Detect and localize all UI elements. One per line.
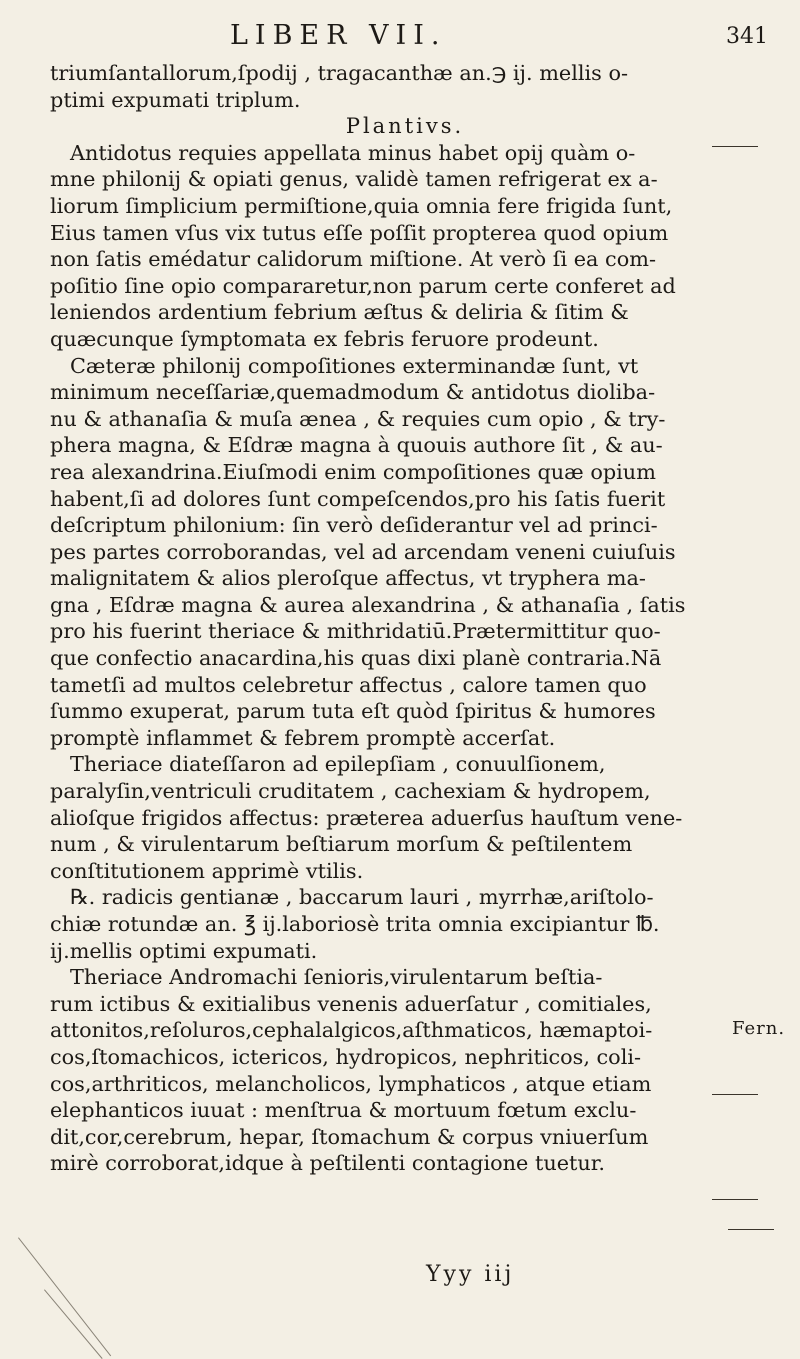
text-line: poſitio ſine opio compararetur,non parum certe conferet ad	[50, 273, 676, 298]
text-line: conſtitutionem apprimè vtilis.	[50, 858, 364, 883]
text-line: elephanticos iuuat : menſtrua & mortuum fœtum exclu-	[50, 1098, 637, 1123]
body-text	[50, 60, 760, 1177]
text-line: Antidotus requies appellata minus habet opij quàm o-	[70, 140, 636, 165]
text-line: pes partes corroborandas, vel ad arcendam veneni cuiuſuis	[50, 539, 676, 564]
text-line: dit,cor,cerebrum, hepar, ſtomachum & corpus vniuerſum	[50, 1124, 649, 1149]
text-line: tametſi ad multos celebretur affectus , calore tamen quo	[50, 672, 647, 697]
text-line: phera magna, & Eſdræ magna à quouis authore ſit , & au-	[50, 433, 663, 458]
text-line: paralyſin,ventriculi cruditatem , cachexiam & hydropem,	[50, 779, 651, 804]
text-line: cos,arthriticos, melancholicos, lymphaticos , atque etiam	[50, 1071, 652, 1096]
text-line: mne philonij & opiati genus, validè tamen refrigerat ex a-	[50, 167, 658, 192]
text-line: Theriace Andromachi ſenioris,virulentarum beſtia-	[70, 965, 603, 990]
text-line: ptimi expumati triplum.	[50, 87, 301, 112]
text-line: attonitos,reſoluros,cephalalgicos,aſthmaticos, hæmaptoi-	[50, 1018, 653, 1043]
text-line: minimum neceſſariæ,quemadmodum & antidotus dioliba-	[50, 380, 656, 405]
page-number: 341	[726, 24, 768, 49]
text-line: Cæteræ philonij compoſitiones exterminandæ ſunt, vt	[70, 353, 639, 378]
page-shadow-line	[44, 1289, 103, 1359]
text-line: Eius tamen vſus vix tutus eſſe poſſit propterea quod opium	[50, 220, 669, 245]
text-line: alioſque frigidos affectus: præterea aduerſus hauſtum vene-	[50, 805, 683, 830]
text-line: ij.mellis optimi expumati.	[50, 938, 318, 963]
section-heading: Plantivs.	[345, 114, 465, 139]
ink-rule	[712, 146, 758, 147]
margin-note: Fern.	[732, 1018, 786, 1039]
text-line: rum ictibus & exitialibus venenis aduerſatur , comitiales,	[50, 991, 652, 1016]
text-line: cos,ſtomachicos, ictericos, hydropicos, nephriticos, coli-	[50, 1044, 642, 1069]
ink-rule	[712, 1199, 758, 1200]
text-line: deſcriptum philonium: ſin verò deſiderantur vel ad princi-	[50, 513, 658, 538]
text-line: habent,ſi ad dolores ſunt compeſcendos,pro his ſatis fuerit	[50, 486, 666, 511]
page-shadow-line	[18, 1237, 111, 1356]
text-line: quæcunque ſymptomata ex febris feruore prodeunt.	[50, 326, 599, 351]
text-line: mirè corroborat,idque à peſtilenti contagione tuetur.	[50, 1151, 606, 1176]
text-line: gna , Eſdræ magna & aurea alexandrina , & athanaſia , ſatis	[50, 592, 686, 617]
text-line: non ſatis emédatur calidorum miſtione. At verò ſi ea com-	[50, 247, 656, 272]
text-line: malignitatem & alios pleroſque affectus, vt tryphera ma-	[50, 566, 646, 591]
text-line: triumſantallorum,ſpodij , tragacanthæ an.℈ ij. mellis o-	[50, 61, 629, 85]
text-line: promptè inflammet & febrem promptè accerſat.	[50, 725, 556, 750]
text-line: Theriace diateſſaron ad epilepſiam , conuulſionem,	[70, 752, 606, 777]
text-line: nu & athanaſia & muſa ænea , & requies cum opio , & try-	[50, 406, 666, 431]
text-line: que confectio anacardina,his quas dixi planè contraria.Nā	[50, 646, 662, 671]
text-line: rea alexandrina.Eiuſmodi enim compoſitiones quæ opium	[50, 459, 656, 484]
text-line: liorum ſimplicium permiſtione,quia omnia fere frigida ſunt,	[50, 193, 673, 218]
running-title: LIBER VII.	[230, 20, 447, 51]
text-line: num , & virulentarum beſtiarum morſum & peſtilentem	[50, 832, 633, 857]
text-line: ℞. radicis gentianæ , baccarum lauri , myrrhæ,ariſtolo-	[70, 885, 654, 910]
text-line: pro his fuerint theriace & mithridatiū.Prætermittitur quo-	[50, 619, 661, 644]
ink-rule	[712, 1094, 758, 1095]
page-header	[0, 14, 800, 56]
text-line: leniendos ardentium febrium æſtus & deliria & ſitim &	[50, 300, 629, 325]
ink-rule	[728, 1229, 774, 1230]
text-line: ſummo exuperat, parum tuta eſt quòd ſpiritus & humores	[50, 699, 656, 724]
text-line: chiæ rotundæ an. ℥ ij.laboriosè trita omnia excipiantur ℔.	[50, 912, 660, 936]
signature-mark: Yyy iij	[426, 1262, 515, 1287]
